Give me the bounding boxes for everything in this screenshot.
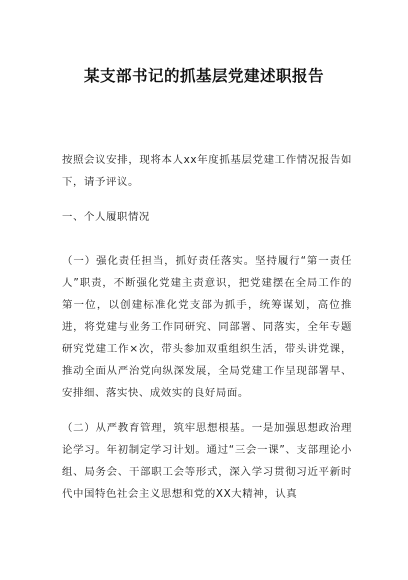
section-heading: 一、个人履职情况 xyxy=(62,211,150,223)
paragraph-education: （二）从严教育管理，筑牢思想根基。一是加强思想政治理论学习。年初制定学习计划。通过“三会一课”、支部理论小组、局务会、干部职工会等形式，深入学习贯彻习近平新时代中国特色社会主义思想和党的XX大精神，认真 xyxy=(62,422,352,500)
document-title: 某支部书记的抓基层党建述职报告 xyxy=(83,66,324,85)
intro-paragraph: 按照会议安排，现将本人xx年度抓基层党建工作情况报告如下，请予评议。 xyxy=(62,154,352,188)
paragraph-responsibility: （一）强化责任担当，抓好责任落实。坚持履行“第一责任人”职责，不断强化党建主责意识，把党建摆在全局工作的第一位，以创建标准化党支部为抓手，统筹谋划，高位推进，将党建与业务工作同研究、同部署、同落实，全年专题研究党建工作×次，带头参加双重组织生活，带头讲党课，推动全面从严治党向纵深发展，全局党建工作呈现部署早、安排细、落实快、成效实的良好局面。 xyxy=(62,255,352,399)
